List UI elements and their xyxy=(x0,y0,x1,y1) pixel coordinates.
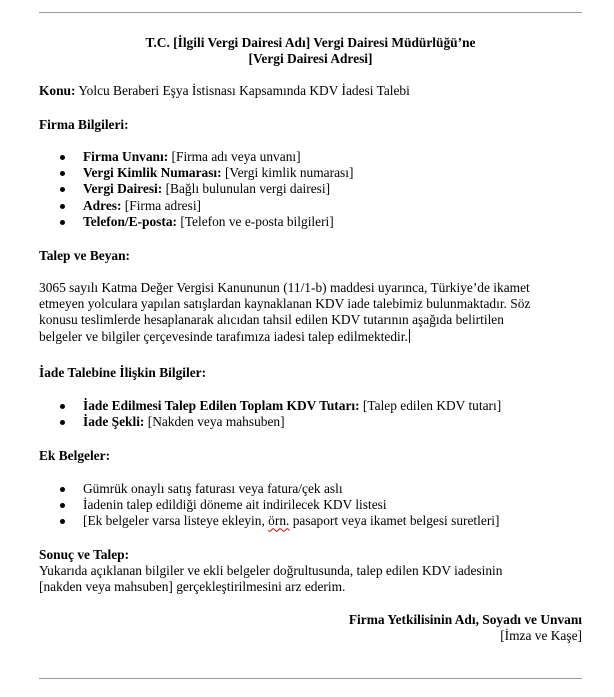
request-paragraph xyxy=(39,280,582,345)
list-item xyxy=(39,513,499,529)
page-bottom-rule xyxy=(39,678,582,679)
refund-section-title: İade Talebine İlişkin Bilgiler: xyxy=(39,365,207,380)
paragraph-line-last xyxy=(39,329,582,345)
list-item: İadenin talep edildiği döneme ait indirilecek KDV listesi xyxy=(39,497,499,513)
signatory-name-line: Firma Yetkilisinin Adı, Soyadı ve Unvanı xyxy=(348,612,582,627)
list-item-label: Adres: xyxy=(83,197,122,213)
paragraph-line: [nakden veya mahsuben] gerçekleştirilmesini arz ederim. xyxy=(39,579,346,595)
signature-stamp-line: [İmza ve Kaşe] xyxy=(500,628,582,644)
list-item-label: Telefon/E-posta: xyxy=(83,213,177,229)
list-item-label: Vergi Kimlik Numarası: xyxy=(83,165,222,181)
list-item xyxy=(39,198,353,214)
page-top-rule xyxy=(39,12,582,13)
header-address: [Vergi Dairesi Adresi] xyxy=(248,51,373,67)
list-item-value: [Firma adı veya unvanı] xyxy=(168,149,301,164)
paragraph-line-text: belgeler ve bilgiler çerçevesinde tarafımıza iadesi talep edilmektedir. xyxy=(39,328,408,344)
company-info-list xyxy=(39,149,353,230)
paragraph-line: 3065 sayılı Katma Değer Vergisi Kanununun (11/1-b) maddesi uyarınca, Türkiye’de ikamet xyxy=(39,280,530,295)
paragraph-line: etmeyen yolculara yapılan satışlardan kaynaklanan KDV iade talebimiz bulunmaktadır. Söz xyxy=(39,296,531,312)
list-item: Gümrük onaylı satış faturası veya fatura/çek aslı xyxy=(39,481,499,497)
list-item-text: pasaport veya ikamet belgesi suretleri] xyxy=(289,513,500,529)
subject-label: Konu: xyxy=(39,83,76,98)
conclusion-paragraph xyxy=(39,563,582,595)
paragraph-line: Yukarıda açıklanan bilgiler ve ekli belgeler doğrultusunda, talep edilen KDV iadesinin xyxy=(39,563,503,578)
list-item-value: [Talep edilen KDV tutarı] xyxy=(359,398,502,413)
signature-block xyxy=(349,612,582,644)
list-item-value: [Nakden veya mahsuben] xyxy=(144,414,285,430)
attachments-list xyxy=(39,481,499,530)
refund-info-list xyxy=(39,398,501,430)
list-item xyxy=(39,165,353,181)
list-item-value: [Bağlı bulunulan vergi dairesi] xyxy=(162,181,331,197)
spelling-flagged-word[interactable]: örn. xyxy=(268,513,290,529)
list-item xyxy=(39,149,353,165)
list-item xyxy=(39,398,501,414)
list-item-label: İade Şekli: xyxy=(83,414,145,430)
list-item xyxy=(39,214,353,230)
list-item-label: İade Edilmesi Talep Edilen Toplam KDV Tutarı: xyxy=(83,398,360,413)
list-item-label: Vergi Dairesi: xyxy=(83,181,163,197)
list-item-value: [Firma adresi] xyxy=(121,197,202,213)
list-item-value: [Vergi kimlik numarası] xyxy=(221,165,354,181)
header-addressee: T.C. [İlgili Vergi Dairesi Adı] Vergi Dairesi Müdürlüğü’ne xyxy=(145,35,476,50)
company-section-title: Firma Bilgileri: xyxy=(39,117,129,132)
list-item-value: [Telefon ve e-posta bilgileri] xyxy=(177,213,334,229)
list-item xyxy=(39,414,501,430)
attachments-section-title: Ek Belgeler: xyxy=(39,448,111,463)
paragraph-line: konusu teslimlerde hesaplanarak alıcıdan tahsil edilen KDV tutarının aşağıda belirtilen xyxy=(39,312,504,328)
subject-line xyxy=(39,83,410,99)
document-header xyxy=(39,35,582,67)
request-section-title: Talep ve Beyan: xyxy=(39,248,131,263)
text-cursor xyxy=(409,329,410,343)
list-item-label: Firma Unvanı: xyxy=(83,149,169,164)
list-item xyxy=(39,181,353,197)
subject-text: Yolcu Beraberi Eşya İstisnası Kapsamında KDV İadesi Talebi xyxy=(75,83,410,98)
conclusion-section-title: Sonuç ve Talep: xyxy=(39,547,130,562)
list-item-text: [Ek belgeler varsa listeye ekleyin, xyxy=(83,513,269,529)
